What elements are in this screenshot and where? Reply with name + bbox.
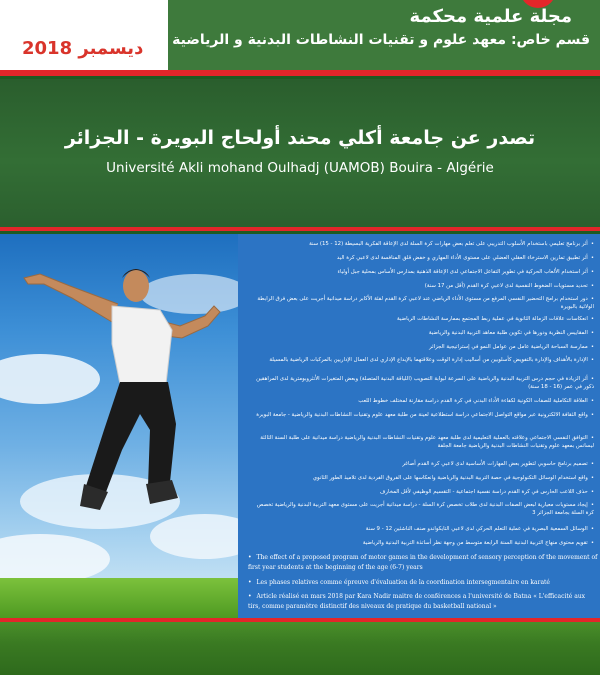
- publisher-banner: [0, 79, 600, 229]
- contents-item: • العلاقة التكاملية للصفات الكونية لكفاءة الأداء البدني في كرة القدم دراسة مقارنة لمختلف خطوط اللعب: [250, 397, 594, 405]
- contents-item: • ممارسة السباحة الرياضية عامل من عوامل النمو في إستراتيجية الجزائر: [250, 343, 594, 351]
- contents-item: • التوافق النفسي الاجتماعي وعلاقته بالعملية التعليمية لدى طلبة معهد علوم وتقنيات النشاطات البدنية والرياضية دراسة ميدانية على طلبة السنة الثالثة ليسانس بمعهد علوم وتقنيات النشاطات البدنية والرياضية جامعة الجلفة: [250, 434, 594, 450]
- contents-item: • أثر برنامج تعليمي باستخدام الأسلوب التدريبي على تعلم بعض مهارات كرة السلة لدى الإعاقة الفكرية البسيطة (12 - 15) سنة: [250, 240, 594, 248]
- contents-item: • أثر الزيادة في حجم درس التربية البدنية والرياضية على السرعة لبوابة التصويب (اللياقة البدنية المتصلة) وبعض المتغيرات الأنثروبومترية لدى المراهقين ذكور في عمر (16 - 18 سنة): [250, 375, 594, 391]
- contents-item-french: • Les phases relatives comme épreuve d'évaluation de la coordination intersegmentaire en karaté: [248, 578, 598, 588]
- contents-item: • إيجاد مستويات معيارية لبعض الصفات البدنية لدى طلاب تخصص كرة السلة - دراسة ميدانية أجريت على مستوى معهد التربية البدنية والرياضية تخصص كرة السلة بجامعة الجزائر 3: [250, 501, 594, 517]
- special-section-title: قسم خاص: معهد علوم و تقنيات النشاطات البدنية و الرياضية: [172, 32, 590, 48]
- issue-date: ديسمبر 2018: [22, 38, 144, 59]
- contents-item: • دور استخدام برامج التحضير النفسي المرفع من مستوى الأداء الرياضي عند لاعبي كرة القدم لفئة الأكابر دراسة ميدانية أجريت على بعض فرق الرابطة الولائية بالبويرة: [250, 295, 594, 311]
- contents-item: • انعكاسات علاقات الزمالة الثانوية في عملية ربط المجتمع بممارسة النشاطات الرياضية: [250, 315, 594, 323]
- contents-item: • المقاييس النظرية ودورها في تكوين طلبة معاهد التربية البدنية والرياضية: [250, 329, 594, 337]
- contents-item: • حذف اللاعب الحارس في كرة القدم دراسة نفسية اجتماعية - التقسيم الوظيفي لأقل المخارف: [250, 488, 594, 496]
- footer-grass: [0, 622, 600, 675]
- contents-item: • تصميم برنامج حاسوبي لتطوير بعض المهارات الأساسية لدى لاعبي كرة القدم أصاغر: [250, 460, 594, 468]
- contents-item-french: • Article réalisé en mars 2018 par Kara Nadir maitre de conférences a l'université de Batna « L'efficacité aux tirs, comme paramètre distinctif des niveaux de pratique du basketball national »: [248, 592, 598, 612]
- table-of-contents: [238, 234, 600, 618]
- cover-photo-jumping-man: [0, 234, 238, 618]
- contents-item: • تحديد مستويات الضغوط النفسية لدى لاعبي كرة القدم (أقل من 17 سنة): [250, 282, 594, 290]
- publisher-arabic: تصدر عن جامعة أكلي محند أولحاج البويرة - الجزائر: [64, 127, 536, 149]
- contents-item: • أثر تطبيق تمارين الاسترخاء العقلي العضلي على مستوى الأداء المهاري و خفض قلق المنافسة لدى لاعبي كرة اليد: [250, 254, 594, 262]
- contents-item: • الإدارة بالأهداف والإدارة بالتفويض كأسلوبين من أساليب إدارة الوقت وعلاقتهما بالإبداع الإداري لدى العمال الإداريين بالمركبات الرياضية بالمسيلة: [250, 356, 594, 364]
- grass-field: [0, 578, 238, 618]
- contents-item: • أثر استخدام الألعاب الحركية في تطوير التفاعل الاجتماعي لدى الإعاقة الذهنية بمدارس الأساس بمحلية جبل أولياء: [250, 268, 594, 276]
- contents-item: • تقويم محتوى منهاج التربية البدنية السنة الرابعة متوسط من وجهة نظر أساتذة التربية البدنية والرياضية: [250, 539, 594, 547]
- contents-item: • الوسائل السمعية البصرية في عملية التعلم الحركي لدى لاعبي التايكواندو صنف الناشئين 12 - 9 سنة: [250, 525, 594, 533]
- journal-title: مجلة علمية محكمة: [409, 6, 572, 27]
- contents-item: • واقع الثقافة الالكترونية عبر مواقع التواصل الاجتماعي دراسة استطلاعية لعينة من طلبة معهد علوم وتقنيات النشاطات البدنية والرياضية - جامعة البويرة: [250, 411, 594, 419]
- header-white-panel: [0, 0, 168, 70]
- publisher-french: Université Akli mohand Oulhadj (UAMOB) Bouira - Algérie: [106, 160, 494, 176]
- jumping-man-illustration: [0, 234, 238, 618]
- contents-item-french: • The effect of a proposed program of motor games in the development of sensory perception of the movement of first year students at the beginning of the age (6-7) years: [248, 553, 598, 573]
- contents-item: • واقع استخدام الوسائل التكنولوجية في حصة التربية البدنية والرياضية وانعكاسها على الفروق الفردية لدى تلاميذ الطور الثانوي: [250, 474, 594, 482]
